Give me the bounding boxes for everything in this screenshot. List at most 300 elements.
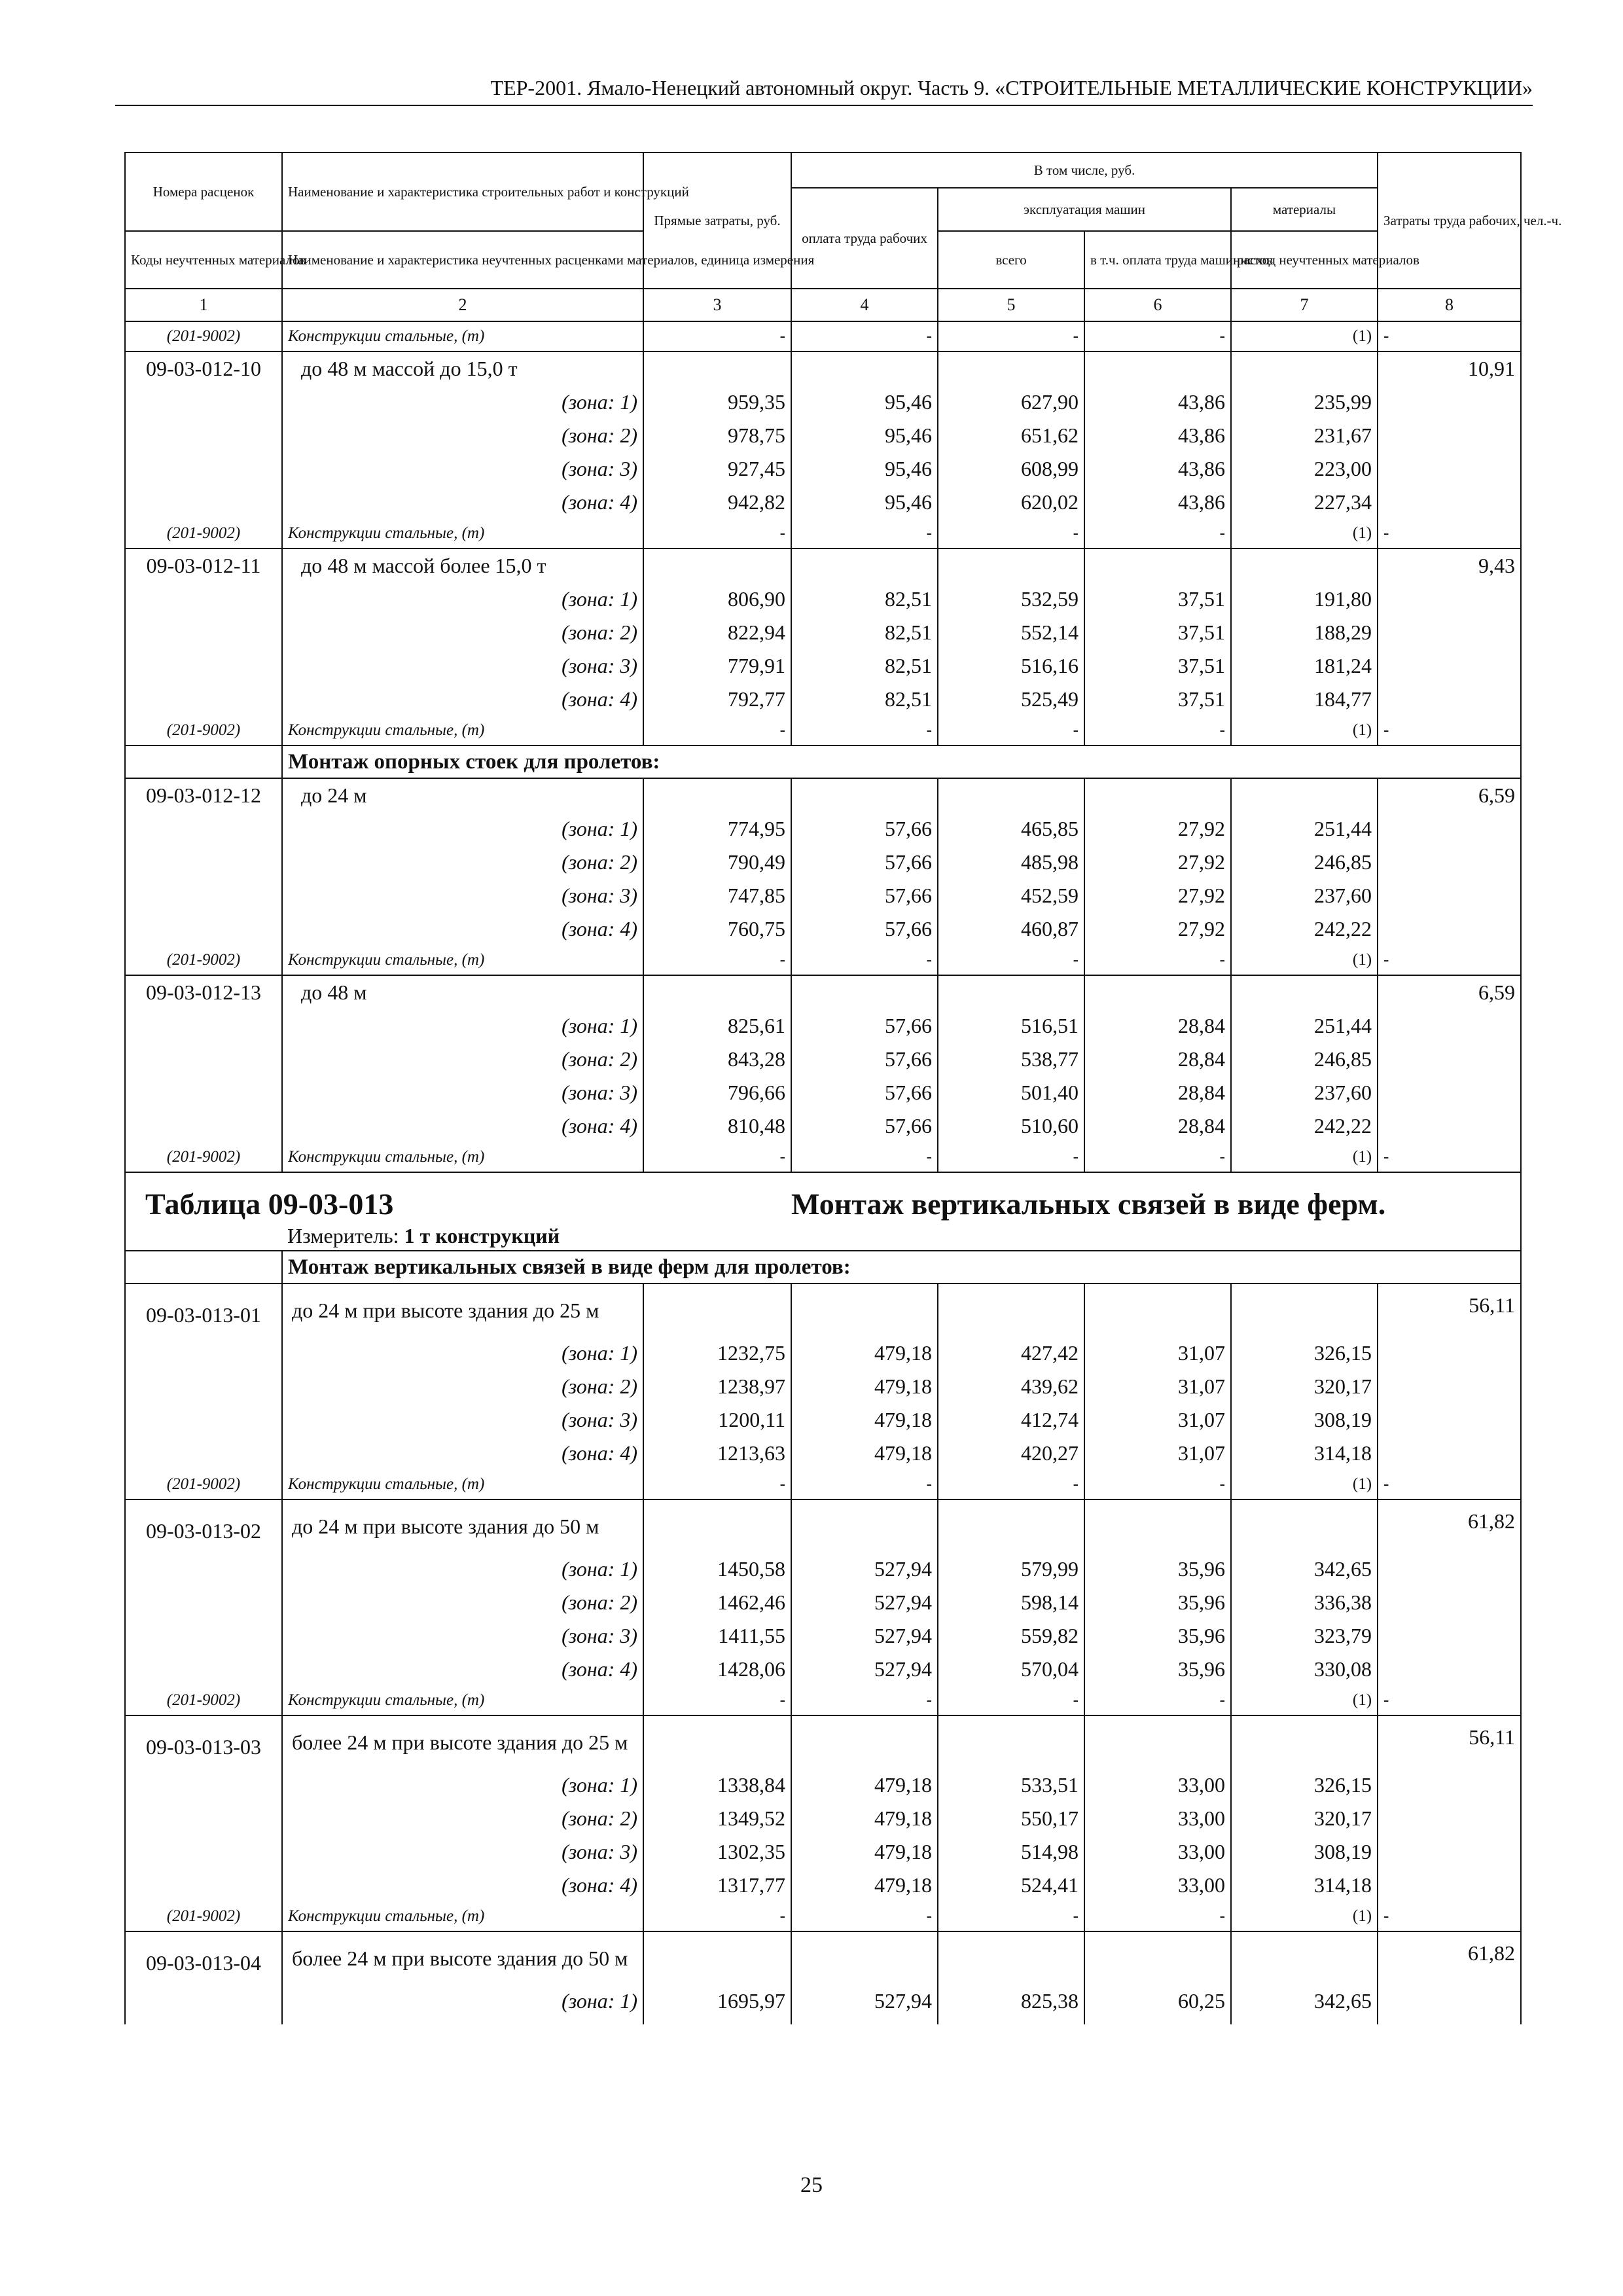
zone-row — [125, 1869, 1521, 1902]
machines-total: 427,42 — [938, 1336, 1084, 1370]
zone-row — [125, 649, 1521, 683]
machines-total: 579,99 — [938, 1552, 1084, 1586]
zone-label: (зона: 1) — [282, 1009, 643, 1043]
machines-total: 510,60 — [938, 1109, 1084, 1143]
empty-cell — [1378, 2018, 1521, 2024]
material-dash: - — [1378, 716, 1521, 745]
material-dash: - — [1378, 519, 1521, 548]
machinists-pay: 27,92 — [1084, 812, 1231, 846]
machines-total: 533,51 — [938, 1768, 1084, 1802]
empty-cell — [1378, 683, 1521, 716]
labor-hours: 6,59 — [1378, 975, 1521, 1009]
machines-total: 460,87 — [938, 912, 1084, 946]
col-materials: материалы — [1231, 188, 1378, 231]
direct-cost: 822,94 — [643, 616, 791, 649]
machines-total: 532,59 — [938, 583, 1084, 616]
zone-label: (зона: 4) — [282, 486, 643, 519]
materials-cost: 227,34 — [1231, 486, 1378, 519]
machines-total: 598,14 — [938, 1586, 1084, 1619]
zone-label: (зона: 2) — [282, 1043, 643, 1076]
machines-total: 420,27 — [938, 1437, 1084, 1470]
material-row — [125, 321, 1521, 351]
col-number: 8 — [1378, 289, 1521, 321]
materials-cost: 320,17 — [1231, 1370, 1378, 1403]
zone-row — [125, 1370, 1521, 1403]
materials-cost: 235,99 — [1231, 386, 1378, 419]
machines-total: 516,16 — [938, 649, 1084, 683]
direct-cost: 779,91 — [643, 649, 791, 683]
machines-total: 608,99 — [938, 452, 1084, 486]
machinists-pay: 33,00 — [1084, 1768, 1231, 1802]
material-dash: - — [1378, 946, 1521, 975]
empty-cell — [1378, 1835, 1521, 1869]
empty-cell — [791, 548, 938, 583]
labor-pay: 82,51 — [791, 583, 938, 616]
machinists-pay: 43,86 — [1084, 486, 1231, 519]
zone-row — [125, 1043, 1521, 1076]
zone-row — [125, 452, 1521, 486]
direct-cost: 810,48 — [643, 1109, 791, 1143]
empty-cell — [1084, 1715, 1231, 1768]
rate-item-row — [125, 1283, 1521, 1336]
materials-cost: 246,85 — [1231, 846, 1378, 879]
col-mach-labor: в т.ч. оплата труда машинистов — [1084, 231, 1231, 289]
material-dash: - — [643, 1686, 791, 1715]
empty-cell — [1378, 1370, 1521, 1403]
zone-label: (зона: 1) — [282, 1336, 643, 1370]
material-name: Конструкции стальные, (т) — [282, 716, 643, 745]
material-dash: - — [791, 1143, 938, 1172]
empty-cell — [1378, 1768, 1521, 1802]
empty-cell — [1231, 548, 1378, 583]
empty-cell — [791, 351, 938, 386]
zone-row — [125, 1586, 1521, 1619]
labor-pay: 479,18 — [791, 1869, 938, 1902]
empty-cell — [938, 548, 1084, 583]
materials-cost: 320,17 — [1231, 1802, 1378, 1835]
rate-code: 09-03-013-02 — [125, 1499, 282, 1552]
empty-cell — [791, 1499, 938, 1552]
empty-cell — [1378, 1802, 1521, 1835]
material-dash: - — [1084, 1470, 1231, 1499]
materials-cost: 237,60 — [1231, 1076, 1378, 1109]
col-including: В том числе, руб. — [791, 152, 1378, 188]
direct-cost: 843,28 — [643, 1043, 791, 1076]
empty-cell — [1231, 1931, 1378, 1984]
empty-cell — [643, 1499, 791, 1552]
empty-cell — [125, 1109, 282, 1143]
labor-pay: 57,66 — [791, 912, 938, 946]
rate-item-row — [125, 1715, 1521, 1768]
empty-cell — [643, 778, 791, 812]
machines-total: 439,62 — [938, 1370, 1084, 1403]
zone-row — [125, 1802, 1521, 1835]
materials-cost: 242,22 — [1231, 1109, 1378, 1143]
trailing-row — [125, 2018, 1521, 2024]
empty-cell — [791, 2018, 938, 2024]
empty-cell — [1231, 1499, 1378, 1552]
col-number: 2 — [282, 289, 643, 321]
labor-pay: 82,51 — [791, 649, 938, 683]
subheading: Монтаж опорных стоек для пролетов: — [282, 745, 1521, 778]
zone-label: (зона: 3) — [282, 1619, 643, 1653]
materials-cost: 184,77 — [1231, 683, 1378, 716]
empty-cell — [938, 778, 1084, 812]
direct-cost: 1338,84 — [643, 1768, 791, 1802]
materials-cost: 314,18 — [1231, 1437, 1378, 1470]
direct-cost: 1200,11 — [643, 1403, 791, 1437]
col-mat-cons: расход неучтенных материалов — [1231, 231, 1378, 289]
zone-row — [125, 583, 1521, 616]
labor-pay: 527,94 — [791, 1552, 938, 1586]
col-labor-cost: Затраты труда рабочих, чел.-ч. — [1378, 152, 1521, 289]
machines-total: 550,17 — [938, 1802, 1084, 1835]
rate-name: до 48 м массой более 15,0 т — [282, 548, 643, 583]
empty-cell — [1378, 583, 1521, 616]
machinists-pay: 31,07 — [1084, 1437, 1231, 1470]
rate-name: более 24 м при высоте здания до 25 м — [282, 1715, 643, 1768]
machines-total: 538,77 — [938, 1043, 1084, 1076]
zone-row — [125, 1109, 1521, 1143]
material-qty: (1) — [1231, 321, 1378, 351]
empty-cell — [791, 778, 938, 812]
labor-pay: 95,46 — [791, 386, 938, 419]
col-machines: эксплуатация машин — [938, 188, 1231, 231]
direct-cost: 1317,77 — [643, 1869, 791, 1902]
empty-cell — [125, 1370, 282, 1403]
machinists-pay: 33,00 — [1084, 1835, 1231, 1869]
material-dash: - — [938, 1470, 1084, 1499]
machines-total: 651,62 — [938, 419, 1084, 452]
empty-cell — [125, 683, 282, 716]
material-qty: (1) — [1231, 1470, 1378, 1499]
section-012-column-items — [125, 778, 1521, 1172]
zone-label: (зона: 4) — [282, 1653, 643, 1686]
machinists-pay: 28,84 — [1084, 1043, 1231, 1076]
empty-cell — [125, 2018, 282, 2024]
labor-hours: 6,59 — [1378, 778, 1521, 812]
material-dash: - — [1084, 1143, 1231, 1172]
empty-cell — [791, 1931, 938, 1984]
material-dash: - — [643, 321, 791, 351]
labor-pay: 479,18 — [791, 1403, 938, 1437]
materials-cost: 330,08 — [1231, 1653, 1378, 1686]
zone-row — [125, 1619, 1521, 1653]
empty-cell — [125, 1552, 282, 1586]
rate-code: 09-03-012-11 — [125, 548, 282, 583]
machinists-pay: 27,92 — [1084, 879, 1231, 912]
material-code: (201-9002) — [125, 946, 282, 975]
rate-item-row — [125, 1931, 1521, 1984]
machines-total: 485,98 — [938, 846, 1084, 879]
empty-cell — [938, 1283, 1084, 1336]
empty-cell — [1084, 778, 1231, 812]
material-dash: - — [938, 1686, 1084, 1715]
rate-code: 09-03-012-12 — [125, 778, 282, 812]
labor-pay: 527,94 — [791, 1619, 938, 1653]
zone-row — [125, 683, 1521, 716]
empty-cell — [125, 1619, 282, 1653]
zone-label: (зона: 2) — [282, 1586, 643, 1619]
direct-cost: 1450,58 — [643, 1552, 791, 1586]
empty-cell — [1231, 1283, 1378, 1336]
material-dash: - — [938, 1902, 1084, 1931]
empty-cell — [125, 1802, 282, 1835]
labor-pay: 57,66 — [791, 1009, 938, 1043]
material-code: (201-9002) — [125, 1686, 282, 1715]
zone-label: (зона: 1) — [282, 1768, 643, 1802]
zone-row — [125, 1653, 1521, 1686]
zone-label: (зона: 1) — [282, 1552, 643, 1586]
material-qty: (1) — [1231, 1143, 1378, 1172]
material-dash: - — [643, 946, 791, 975]
material-dash: - — [938, 519, 1084, 548]
labor-pay: 479,18 — [791, 1370, 938, 1403]
machinists-pay: 33,00 — [1084, 1869, 1231, 1902]
machinists-pay: 35,96 — [1084, 1552, 1231, 1586]
direct-cost: 774,95 — [643, 812, 791, 846]
material-dash: - — [791, 716, 938, 745]
direct-cost: 1428,06 — [643, 1653, 791, 1686]
labor-pay: 479,18 — [791, 1336, 938, 1370]
machinists-pay: 35,96 — [1084, 1586, 1231, 1619]
empty-cell — [938, 2018, 1084, 2024]
zone-row — [125, 1076, 1521, 1109]
labor-pay: 95,46 — [791, 486, 938, 519]
empty-cell — [125, 1835, 282, 1869]
labor-pay: 527,94 — [791, 1984, 938, 2018]
material-qty: (1) — [1231, 946, 1378, 975]
machinists-pay: 31,07 — [1084, 1370, 1231, 1403]
empty-cell — [1378, 1586, 1521, 1619]
direct-cost: 959,35 — [643, 386, 791, 419]
meter-label: Измеритель: — [287, 1223, 404, 1247]
empty-cell — [125, 419, 282, 452]
empty-cell — [1084, 548, 1231, 583]
machinists-pay: 37,51 — [1084, 616, 1231, 649]
direct-cost: 942,82 — [643, 486, 791, 519]
rate-code: 09-03-013-04 — [125, 1931, 282, 1984]
material-name: Конструкции стальные, (т) — [282, 321, 643, 351]
zone-label: (зона: 4) — [282, 683, 643, 716]
rates-table — [124, 152, 1562, 2024]
machinists-pay: 43,86 — [1084, 419, 1231, 452]
meter-value: 1 т конструкций — [404, 1223, 560, 1247]
zone-row — [125, 419, 1521, 452]
material-dash: - — [643, 1470, 791, 1499]
rate-item-row — [125, 778, 1521, 812]
empty-cell — [643, 351, 791, 386]
labor-hours: 56,11 — [1378, 1715, 1521, 1768]
empty-cell — [1231, 975, 1378, 1009]
col-number: 7 — [1231, 289, 1378, 321]
empty-cell — [643, 975, 791, 1009]
materials-cost: 336,38 — [1231, 1586, 1378, 1619]
materials-cost: 326,15 — [1231, 1336, 1378, 1370]
empty-cell — [1378, 1984, 1521, 2018]
rates-sheet — [124, 152, 1562, 2024]
meter-line — [282, 1221, 1521, 1251]
zone-row — [125, 486, 1521, 519]
empty-cell — [125, 1586, 282, 1619]
material-dash: - — [643, 519, 791, 548]
machinists-pay: 37,51 — [1084, 683, 1231, 716]
empty-cell — [125, 1437, 282, 1470]
empty-cell — [125, 1984, 282, 2018]
rate-name: более 24 м при высоте здания до 50 м — [282, 1931, 643, 1984]
materials-cost: 314,18 — [1231, 1869, 1378, 1902]
materials-cost: 342,65 — [1231, 1552, 1378, 1586]
material-dash: - — [1378, 1143, 1521, 1172]
empty-cell — [1378, 452, 1521, 486]
labor-hours: 56,11 — [1378, 1283, 1521, 1336]
material-dash: - — [938, 1143, 1084, 1172]
empty-cell — [125, 1076, 282, 1109]
materials-cost: 231,67 — [1231, 419, 1378, 452]
labor-hours: 9,43 — [1378, 548, 1521, 583]
col-number: 6 — [1084, 289, 1231, 321]
empty-cell — [1378, 846, 1521, 879]
zone-row — [125, 1437, 1521, 1470]
zone-row — [125, 1336, 1521, 1370]
empty-cell — [1084, 1283, 1231, 1336]
col-number: 4 — [791, 289, 938, 321]
rate-code: 09-03-012-10 — [125, 351, 282, 386]
materials-cost: 326,15 — [1231, 1768, 1378, 1802]
material-code: (201-9002) — [125, 716, 282, 745]
material-row — [125, 1470, 1521, 1499]
empty-cell — [1084, 1931, 1231, 1984]
material-dash: - — [791, 1470, 938, 1499]
zone-label: (зона: 2) — [282, 616, 643, 649]
material-row — [125, 1902, 1521, 1931]
empty-cell — [125, 1768, 282, 1802]
header-row-1 — [125, 152, 1521, 188]
material-dash: - — [1378, 321, 1521, 351]
empty-cell — [1378, 1403, 1521, 1437]
material-dash: - — [938, 716, 1084, 745]
material-name: Конструкции стальные, (т) — [282, 1686, 643, 1715]
empty-cell — [1231, 778, 1378, 812]
empty-cell — [1378, 1869, 1521, 1902]
empty-cell — [1378, 1076, 1521, 1109]
direct-cost: 1411,55 — [643, 1619, 791, 1653]
empty-cell — [125, 616, 282, 649]
material-dash: - — [1084, 946, 1231, 975]
material-dash: - — [643, 1143, 791, 1172]
labor-pay: 82,51 — [791, 683, 938, 716]
direct-cost: 1462,46 — [643, 1586, 791, 1619]
empty-cell — [125, 846, 282, 879]
col-direct: Прямые затраты, руб. — [643, 152, 791, 289]
labor-pay: 527,94 — [791, 1653, 938, 1686]
machinists-pay: 31,07 — [1084, 1403, 1231, 1437]
subheading-row — [125, 745, 1521, 778]
zone-row — [125, 912, 1521, 946]
direct-cost: 790,49 — [643, 846, 791, 879]
zone-label: (зона: 1) — [282, 386, 643, 419]
direct-cost: 796,66 — [643, 1076, 791, 1109]
materials-cost: 242,22 — [1231, 912, 1378, 946]
material-dash: - — [1378, 1470, 1521, 1499]
empty-cell — [1084, 2018, 1231, 2024]
machinists-pay: 35,96 — [1084, 1653, 1231, 1686]
labor-pay: 479,18 — [791, 1437, 938, 1470]
materials-cost: 181,24 — [1231, 649, 1378, 683]
empty-cell — [1084, 351, 1231, 386]
zone-label: (зона: 3) — [282, 879, 643, 912]
machinists-pay: 27,92 — [1084, 846, 1231, 879]
zone-label: (зона: 4) — [282, 1437, 643, 1470]
machinists-pay: 33,00 — [1084, 1802, 1231, 1835]
direct-cost: 1213,63 — [643, 1437, 791, 1470]
machinists-pay: 43,86 — [1084, 386, 1231, 419]
material-row — [125, 716, 1521, 745]
empty-cell — [938, 975, 1084, 1009]
empty-cell — [1378, 912, 1521, 946]
zone-label: (зона: 2) — [282, 1370, 643, 1403]
page-number: 25 — [800, 2173, 823, 2197]
labor-pay: 57,66 — [791, 812, 938, 846]
direct-cost: 1238,97 — [643, 1370, 791, 1403]
empty-cell — [1378, 1552, 1521, 1586]
empty-cell — [1378, 486, 1521, 519]
material-qty: (1) — [1231, 519, 1378, 548]
zone-row — [125, 1835, 1521, 1869]
direct-cost: 1695,97 — [643, 1984, 791, 2018]
zone-row — [125, 1009, 1521, 1043]
zone-label: (зона: 4) — [282, 912, 643, 946]
direct-cost: 747,85 — [643, 879, 791, 912]
labor-pay: 57,66 — [791, 1109, 938, 1143]
empty-cell — [125, 879, 282, 912]
direct-cost: 1232,75 — [643, 1336, 791, 1370]
zone-label: (зона: 3) — [282, 1076, 643, 1109]
empty-cell — [1378, 419, 1521, 452]
empty-cell — [938, 1499, 1084, 1552]
zone-row — [125, 812, 1521, 846]
zone-label: (зона: 2) — [282, 1802, 643, 1835]
empty-cell — [1378, 1043, 1521, 1076]
empty-cell — [791, 1715, 938, 1768]
column-numbers — [125, 289, 1521, 321]
machines-total: 620,02 — [938, 486, 1084, 519]
rate-code: 09-03-013-03 — [125, 1715, 282, 1768]
material-dash: - — [1084, 1686, 1231, 1715]
empty-cell — [938, 1715, 1084, 1768]
empty-cell — [643, 1283, 791, 1336]
material-code: (201-9002) — [125, 321, 282, 351]
direct-cost: 760,75 — [643, 912, 791, 946]
materials-cost: 308,19 — [1231, 1403, 1378, 1437]
machines-total: 465,85 — [938, 812, 1084, 846]
empty-cell — [791, 975, 938, 1009]
col-name-bottom: Наименование и характеристика неучтенных расценками материалов, единица измерения — [282, 231, 643, 289]
machines-total: 559,82 — [938, 1619, 1084, 1653]
machinists-pay: 28,84 — [1084, 1109, 1231, 1143]
labor-pay: 527,94 — [791, 1586, 938, 1619]
material-dash: - — [791, 321, 938, 351]
materials-cost: 251,44 — [1231, 812, 1378, 846]
material-qty: (1) — [1231, 1902, 1378, 1931]
machines-total: 452,59 — [938, 879, 1084, 912]
empty-cell — [1378, 812, 1521, 846]
zone-row — [125, 616, 1521, 649]
zone-label: (зона: 3) — [282, 1835, 643, 1869]
labor-hours: 61,82 — [1378, 1499, 1521, 1552]
machinists-pay: 27,92 — [1084, 912, 1231, 946]
labor-pay: 479,18 — [791, 1835, 938, 1869]
